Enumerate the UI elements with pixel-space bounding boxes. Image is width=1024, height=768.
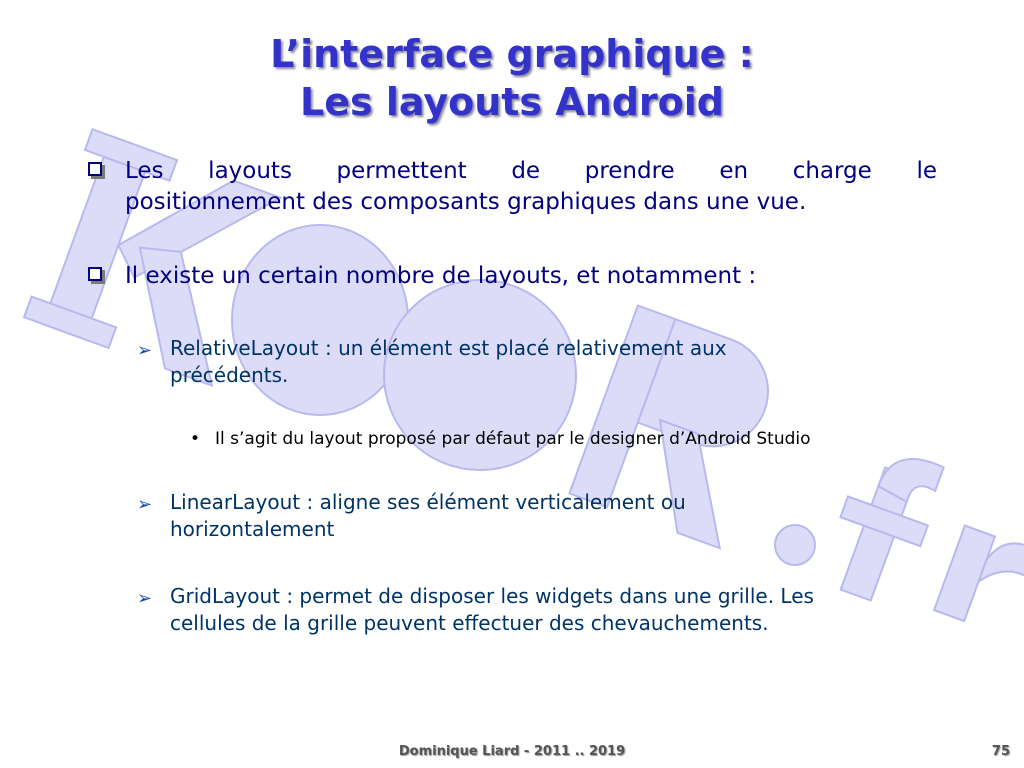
- sub-bullet-item: [137, 489, 930, 543]
- bullet-item: [125, 261, 937, 292]
- sub-bullet-text-line: RelativeLayout : un élément est placé relativement aux: [170, 336, 727, 360]
- sub-bullet-text-line: horizontalement: [170, 517, 335, 541]
- dot-bullet-icon: •: [190, 429, 201, 449]
- square-bullet-icon: [88, 267, 102, 281]
- bullet-text-line: positionnement des composants graphiques dans une vue.: [125, 189, 807, 215]
- bullet-item: [125, 156, 937, 218]
- arrow-bullet-icon: ➢: [137, 494, 153, 515]
- square-bullet-icon: [88, 162, 102, 176]
- sub-bullet-text-line: GridLayout : permet de disposer les widgets dans une grille. Les: [170, 584, 814, 608]
- sub-bullet-text-line: LinearLayout : aligne ses élément verticalement ou: [170, 490, 686, 514]
- title-line-1: L’interface graphique :: [270, 32, 754, 76]
- page-number: 75: [991, 744, 1010, 759]
- sub-bullet-text-line: précédents.: [170, 363, 289, 387]
- title-line-2: Les layouts Android: [299, 80, 724, 124]
- bullet-text-line: Les layouts permettent de prendre en charge le: [125, 158, 937, 184]
- note-text: Il s’agit du layout proposé par défaut par le designer d’Android Studio: [215, 429, 811, 449]
- sub-bullet-item: [137, 583, 930, 637]
- arrow-bullet-icon: ➢: [137, 340, 153, 361]
- note-item: [190, 428, 975, 450]
- sub-bullet-item: [137, 335, 930, 389]
- sub-bullet-text-line: cellules de la grille peuvent effectuer des chevauchements.: [170, 611, 769, 635]
- footer-author: Dominique Liard - 2011 .. 2019: [398, 744, 626, 759]
- arrow-bullet-icon: ➢: [137, 588, 153, 609]
- bullet-text: Il existe un certain nombre de layouts, et notamment :: [125, 263, 757, 289]
